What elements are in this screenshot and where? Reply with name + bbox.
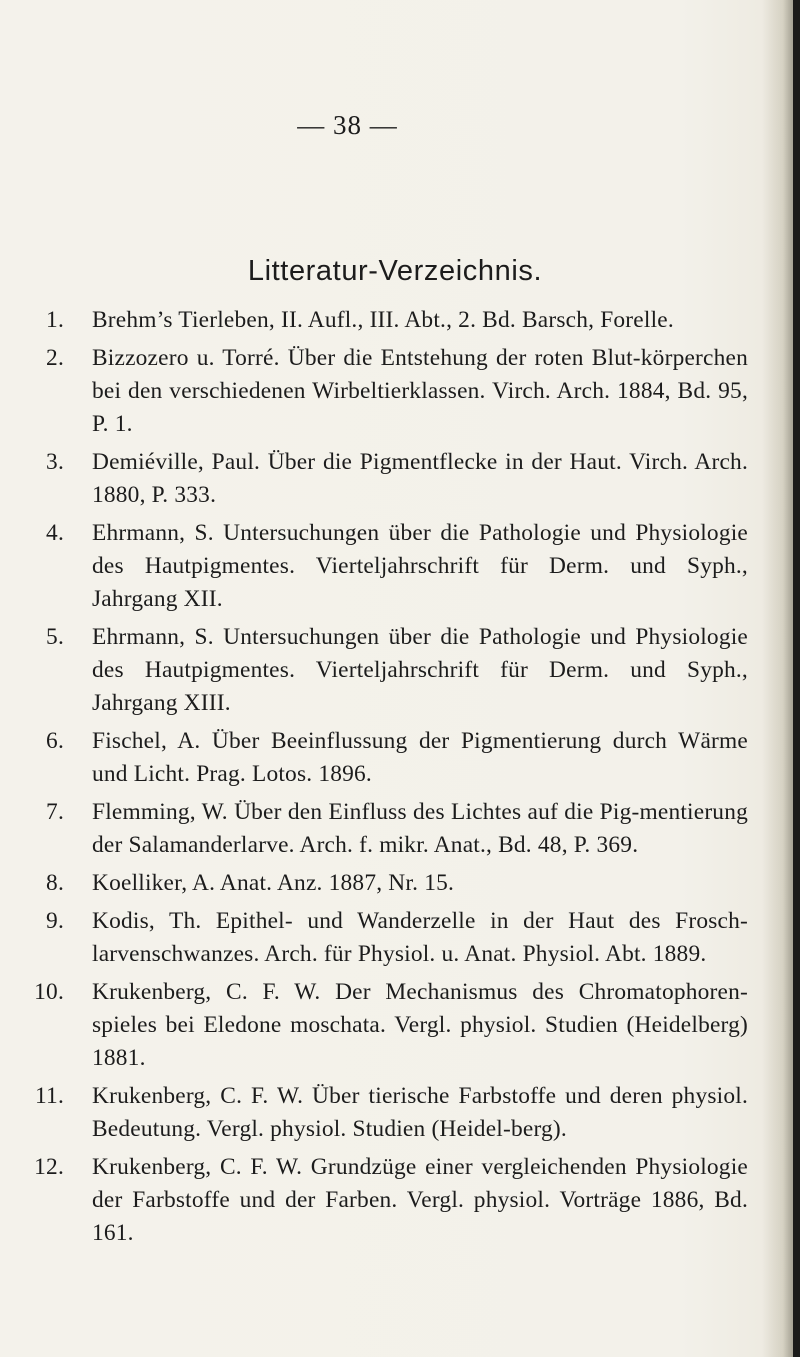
reference-item [28,1080,748,1146]
reference-item [28,725,748,791]
reference-item [28,867,748,900]
reference-text: Demiéville, Paul. Über die Pigmentflecke in der Haut. Virch. Arch. 1880, P. 333. [92,449,748,508]
reference-text: Koelliker, A. Anat. Anz. 1887, Nr. 15. [92,870,455,896]
page-edge [793,0,800,1357]
reference-number: 1. [46,307,64,333]
reference-text: Krukenberg, C. F. W. Der Mechanismus des Chromatophoren-spieles bei Eledone moschata. Vergl. physiol. Studien (Heidelberg) 1881. [92,979,748,1071]
reference-text: Ehrmann, S. Untersuchungen über die Pathologie und Physiologie des Hautpigmentes. Vierteljahrschrift für Derm. und Syph., Jahrgang XIII. [92,624,748,716]
reference-item [28,446,748,512]
page-number: — 38 — [297,110,398,140]
reference-item [28,976,748,1075]
reference-text: Bizzozero u. Torré. Über die Entstehung der roten Blut-körperchen bei den verschiedenen Wirbeltierklassen. Virch. Arch. 1884, Bd. 95, P. 1. [92,345,748,437]
reference-text: Fischel, A. Über Beeinflussung der Pigmentierung durch Wärme und Licht. Prag. Lotos. 1896. [92,728,748,787]
reference-number: 5. [46,624,64,650]
reference-text: Flemming, W. Über den Einfluss des Lichtes auf die Pig-mentierung der Salamanderlarve. Arch. f. mikr. Anat., Bd. 48, P. 369. [92,799,748,858]
reference-item [28,796,748,862]
reference-number: 8. [46,870,64,896]
reference-item [28,304,748,337]
reference-text: Kodis, Th. Epithel- und Wanderzelle in der Haut des Frosch-larvenschwanzes. Arch. für Physiol. u. Anat. Physiol. Abt. 1889. [92,908,748,967]
reference-number: 6. [46,728,64,754]
reference-text: Krukenberg, C. F. W. Grundzüge einer vergleichenden Physiologie der Farbstoffe und der Farben. Vergl. physiol. Vorträge 1886, Bd. 161. [92,1154,748,1246]
reference-number: 9. [46,908,64,934]
reference-number: 7. [46,799,64,825]
reference-item [28,621,748,720]
reference-number: 12. [34,1154,64,1180]
reference-number: 3. [46,449,64,475]
reference-item [28,517,748,616]
reference-item [28,1151,748,1250]
reference-number: 11. [35,1083,64,1109]
reference-number: 10. [34,979,64,1005]
page-title: Litteratur-Verzeichnis. [247,255,543,287]
reference-list [28,304,748,1255]
reference-item [28,342,748,441]
reference-number: 2. [46,345,64,371]
reference-item [28,905,748,971]
reference-text: Ehrmann, S. Untersuchungen über die Pathologie und Physiologie des Hautpigmentes. Vierteljahrschrift für Derm. und Syph., Jahrgang XII. [92,520,748,612]
reference-text: Brehm’s Tierleben, II. Aufl., III. Abt., 2. Bd. Barsch, Forelle. [92,307,674,333]
reference-number: 4. [46,520,64,546]
reference-text: Krukenberg, C. F. W. Über tierische Farbstoffe und deren physiol. Bedeutung. Vergl. physiol. Studien (Heidel-berg). [92,1083,748,1142]
